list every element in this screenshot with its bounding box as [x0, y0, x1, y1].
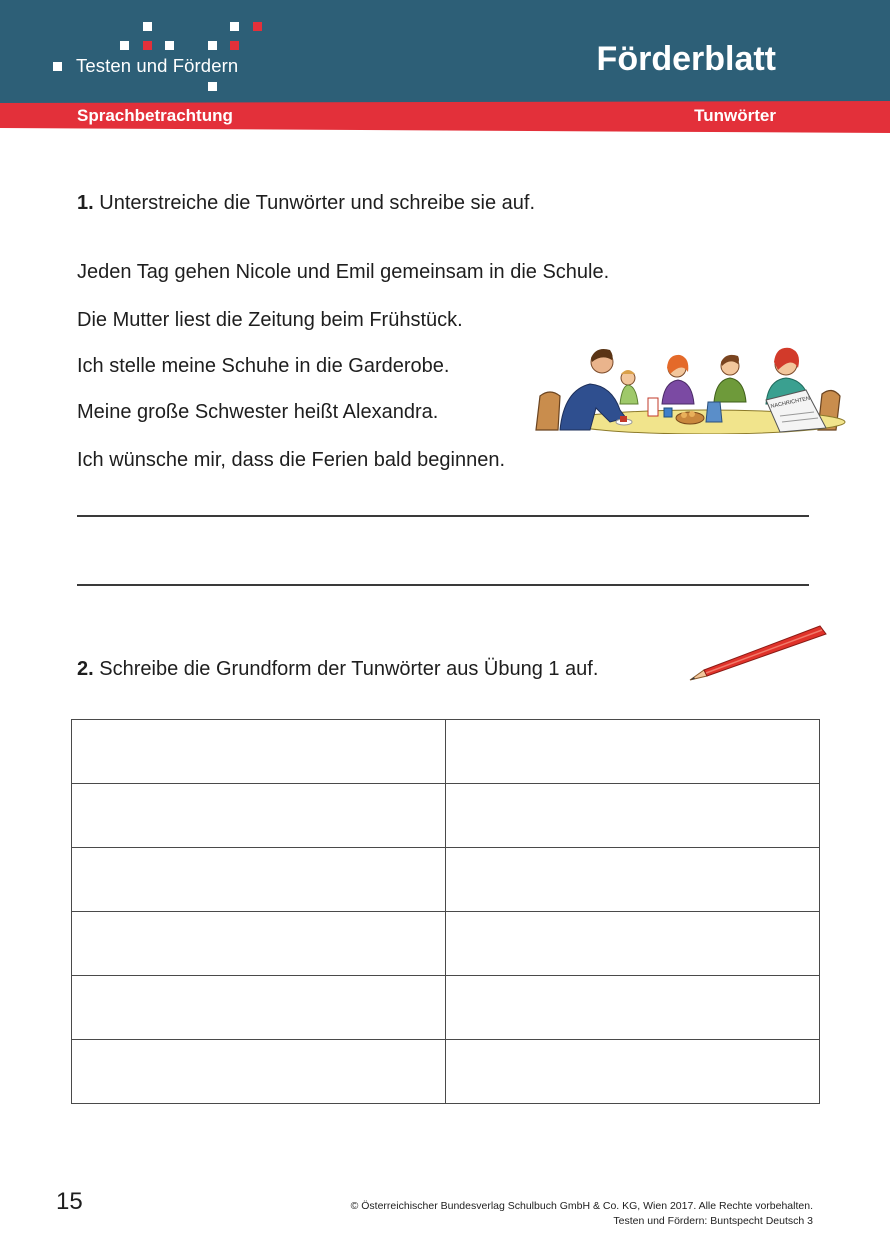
sentence: Ich stelle meine Schuhe in die Garderobe.: [77, 355, 450, 377]
table-row: [72, 720, 820, 784]
answer-line[interactable]: [77, 515, 809, 517]
table-row: [72, 784, 820, 848]
table-row: [72, 976, 820, 1040]
exercise-1-number: 1.: [77, 192, 94, 214]
answer-cell[interactable]: [446, 1040, 820, 1104]
exercise-2-number: 2.: [77, 658, 94, 680]
answer-cell[interactable]: [72, 976, 446, 1040]
newspaper-headline: NACHRICHTEN: [770, 395, 811, 410]
answer-cell[interactable]: [446, 848, 820, 912]
answer-cell[interactable]: [72, 912, 446, 976]
sentence: Jeden Tag gehen Nicole und Emil gemeinsam in die Schule.: [77, 261, 610, 283]
logo-text: Testen und Fördern: [76, 55, 239, 76]
exercise-2-text: Schreibe die Grundform der Tunwörter aus Übung 1 auf.: [99, 658, 599, 680]
sentence: Die Mutter liest die Zeitung beim Frühstück.: [77, 309, 463, 331]
logo-square: [208, 82, 217, 91]
answer-cell[interactable]: [446, 784, 820, 848]
logo-square: [53, 62, 62, 71]
answer-cell[interactable]: [72, 1040, 446, 1104]
logo-square: [143, 41, 152, 50]
page-title: Förderblatt: [596, 40, 776, 78]
answer-cell[interactable]: [446, 976, 820, 1040]
exercise-1-instruction: [77, 192, 535, 215]
table-row: [72, 848, 820, 912]
logo-square: [230, 41, 239, 50]
logo-square: [165, 41, 174, 50]
sentence: Ich wünsche mir, dass die Ferien bald beginnen.: [77, 449, 506, 471]
answer-line[interactable]: [77, 584, 809, 586]
answer-cell[interactable]: [72, 720, 446, 784]
answer-cell[interactable]: [446, 912, 820, 976]
logo-square: [143, 22, 152, 31]
copyright-notice: © Österreichischer Bundesverlag Schulbuch GmbH & Co. KG, Wien 2017. Alle Rechte vorbehalten.: [350, 1200, 813, 1212]
family-breakfast-illustration: [530, 338, 848, 439]
answer-cell[interactable]: [72, 784, 446, 848]
topic-label: Tunwörter: [694, 106, 776, 125]
exercise-2-instruction: [77, 658, 598, 681]
logo-square: [253, 22, 262, 31]
answer-cell[interactable]: [446, 720, 820, 784]
logo-square: [120, 41, 129, 50]
table-row: [72, 1040, 820, 1104]
logo-square: [208, 41, 217, 50]
book-reference: Testen und Fördern: Buntspecht Deutsch 3: [613, 1215, 813, 1227]
answer-cell[interactable]: [72, 848, 446, 912]
pencil-icon: [680, 620, 830, 691]
logo-square: [230, 22, 239, 31]
exercise-1-text: Unterstreiche die Tunwörter und schreibe sie auf.: [99, 192, 536, 214]
answer-grid: [71, 719, 820, 1104]
category-label: Sprachbetrachtung: [77, 106, 233, 125]
table-row: [72, 912, 820, 976]
sentence: Meine große Schwester heißt Alexandra.: [77, 401, 439, 423]
page-number: 15: [56, 1188, 83, 1215]
